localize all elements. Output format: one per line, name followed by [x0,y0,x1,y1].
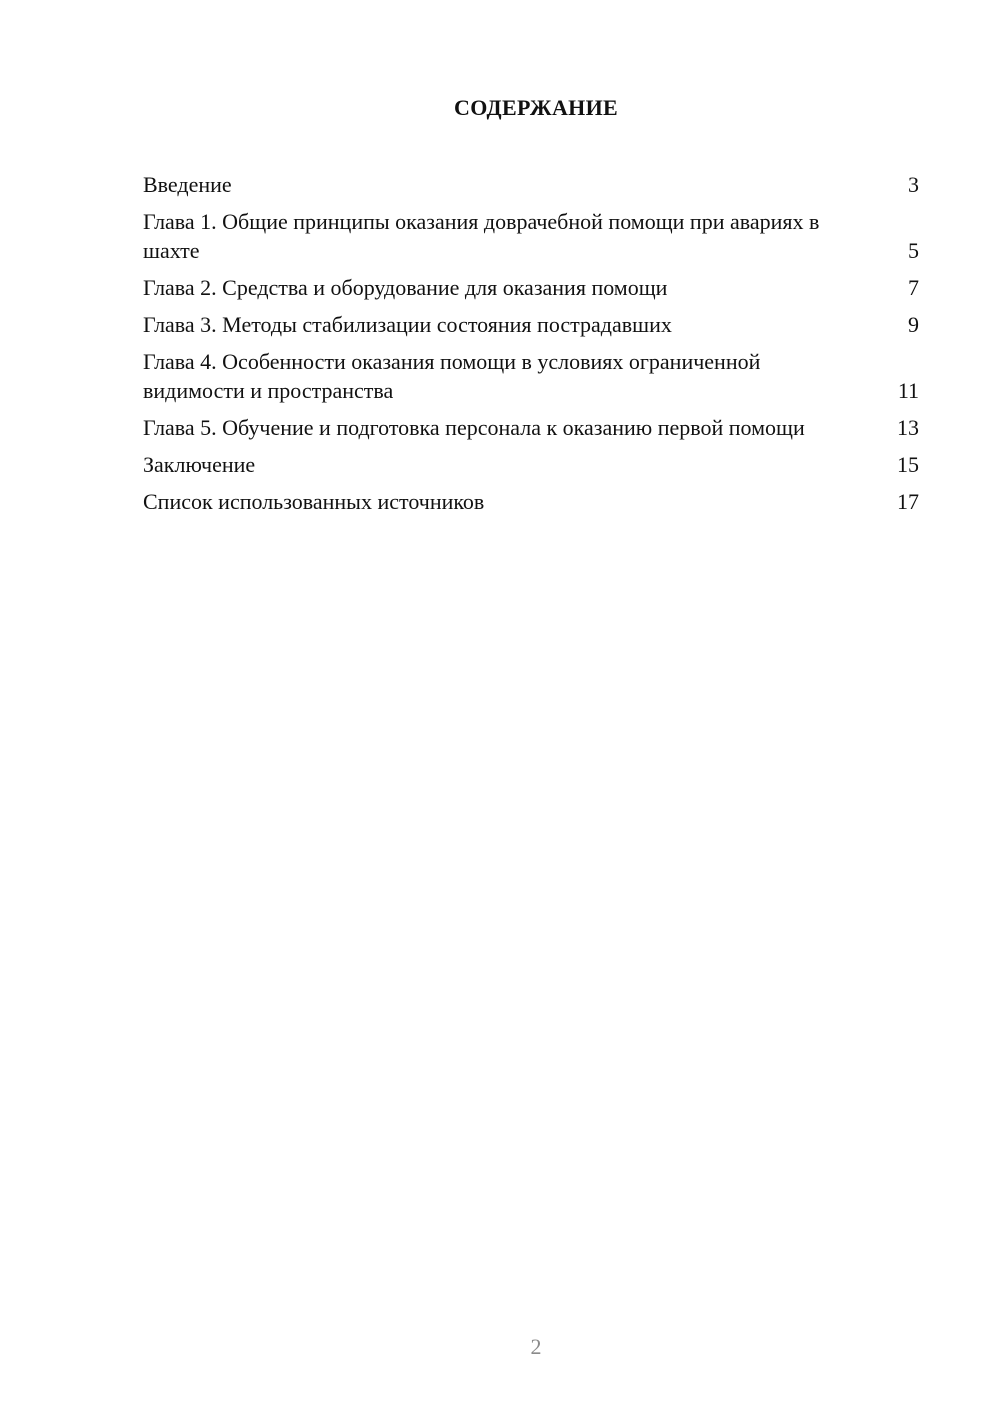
toc-entry-page: 7 [908,275,919,300]
toc-entry-title: Глава 3. Методы стабилизации состояния пострадавших [143,312,672,337]
toc-entry-page: 11 [897,378,919,403]
toc-entry-title: Глава 4. Особенности оказания помощи в условиях ограниченной видимости и пространства [143,349,761,403]
toc-entry-page: 9 [908,312,919,337]
toc-entry-page: 17 [897,489,919,514]
page-number: 2 [530,1334,542,1359]
toc-entry-chapter-3 [143,310,919,339]
toc-entry-page: 5 [908,238,919,263]
toc-entry-title: Глава 1. Общие принципы оказания доврачебной помощи при авариях в шахте [143,209,820,263]
table-of-contents [143,170,919,524]
toc-entry-title: Глава 5. Обучение и подготовка персонала к оказанию первой помощи [143,415,805,440]
toc-entry-chapter-4 [143,347,919,405]
toc-entry-title: Введение [143,172,232,197]
toc-entry-title: Заключение [143,452,256,477]
toc-entry-chapter-1 [143,207,919,265]
toc-entry-references [143,487,919,516]
toc-entry-chapter-5 [143,413,919,442]
toc-heading: СОДЕРЖАНИЕ [454,95,618,120]
toc-entry-page: 3 [908,172,919,197]
toc-entry-conclusion [143,450,919,479]
toc-entry-introduction [143,170,919,199]
toc-entry-page: 15 [897,452,919,477]
toc-entry-chapter-2 [143,273,919,302]
toc-entry-page: 13 [897,415,919,440]
toc-entry-title: Список использованных источников [143,489,485,514]
toc-entry-title: Глава 2. Средства и оборудование для оказания помощи [143,275,668,300]
